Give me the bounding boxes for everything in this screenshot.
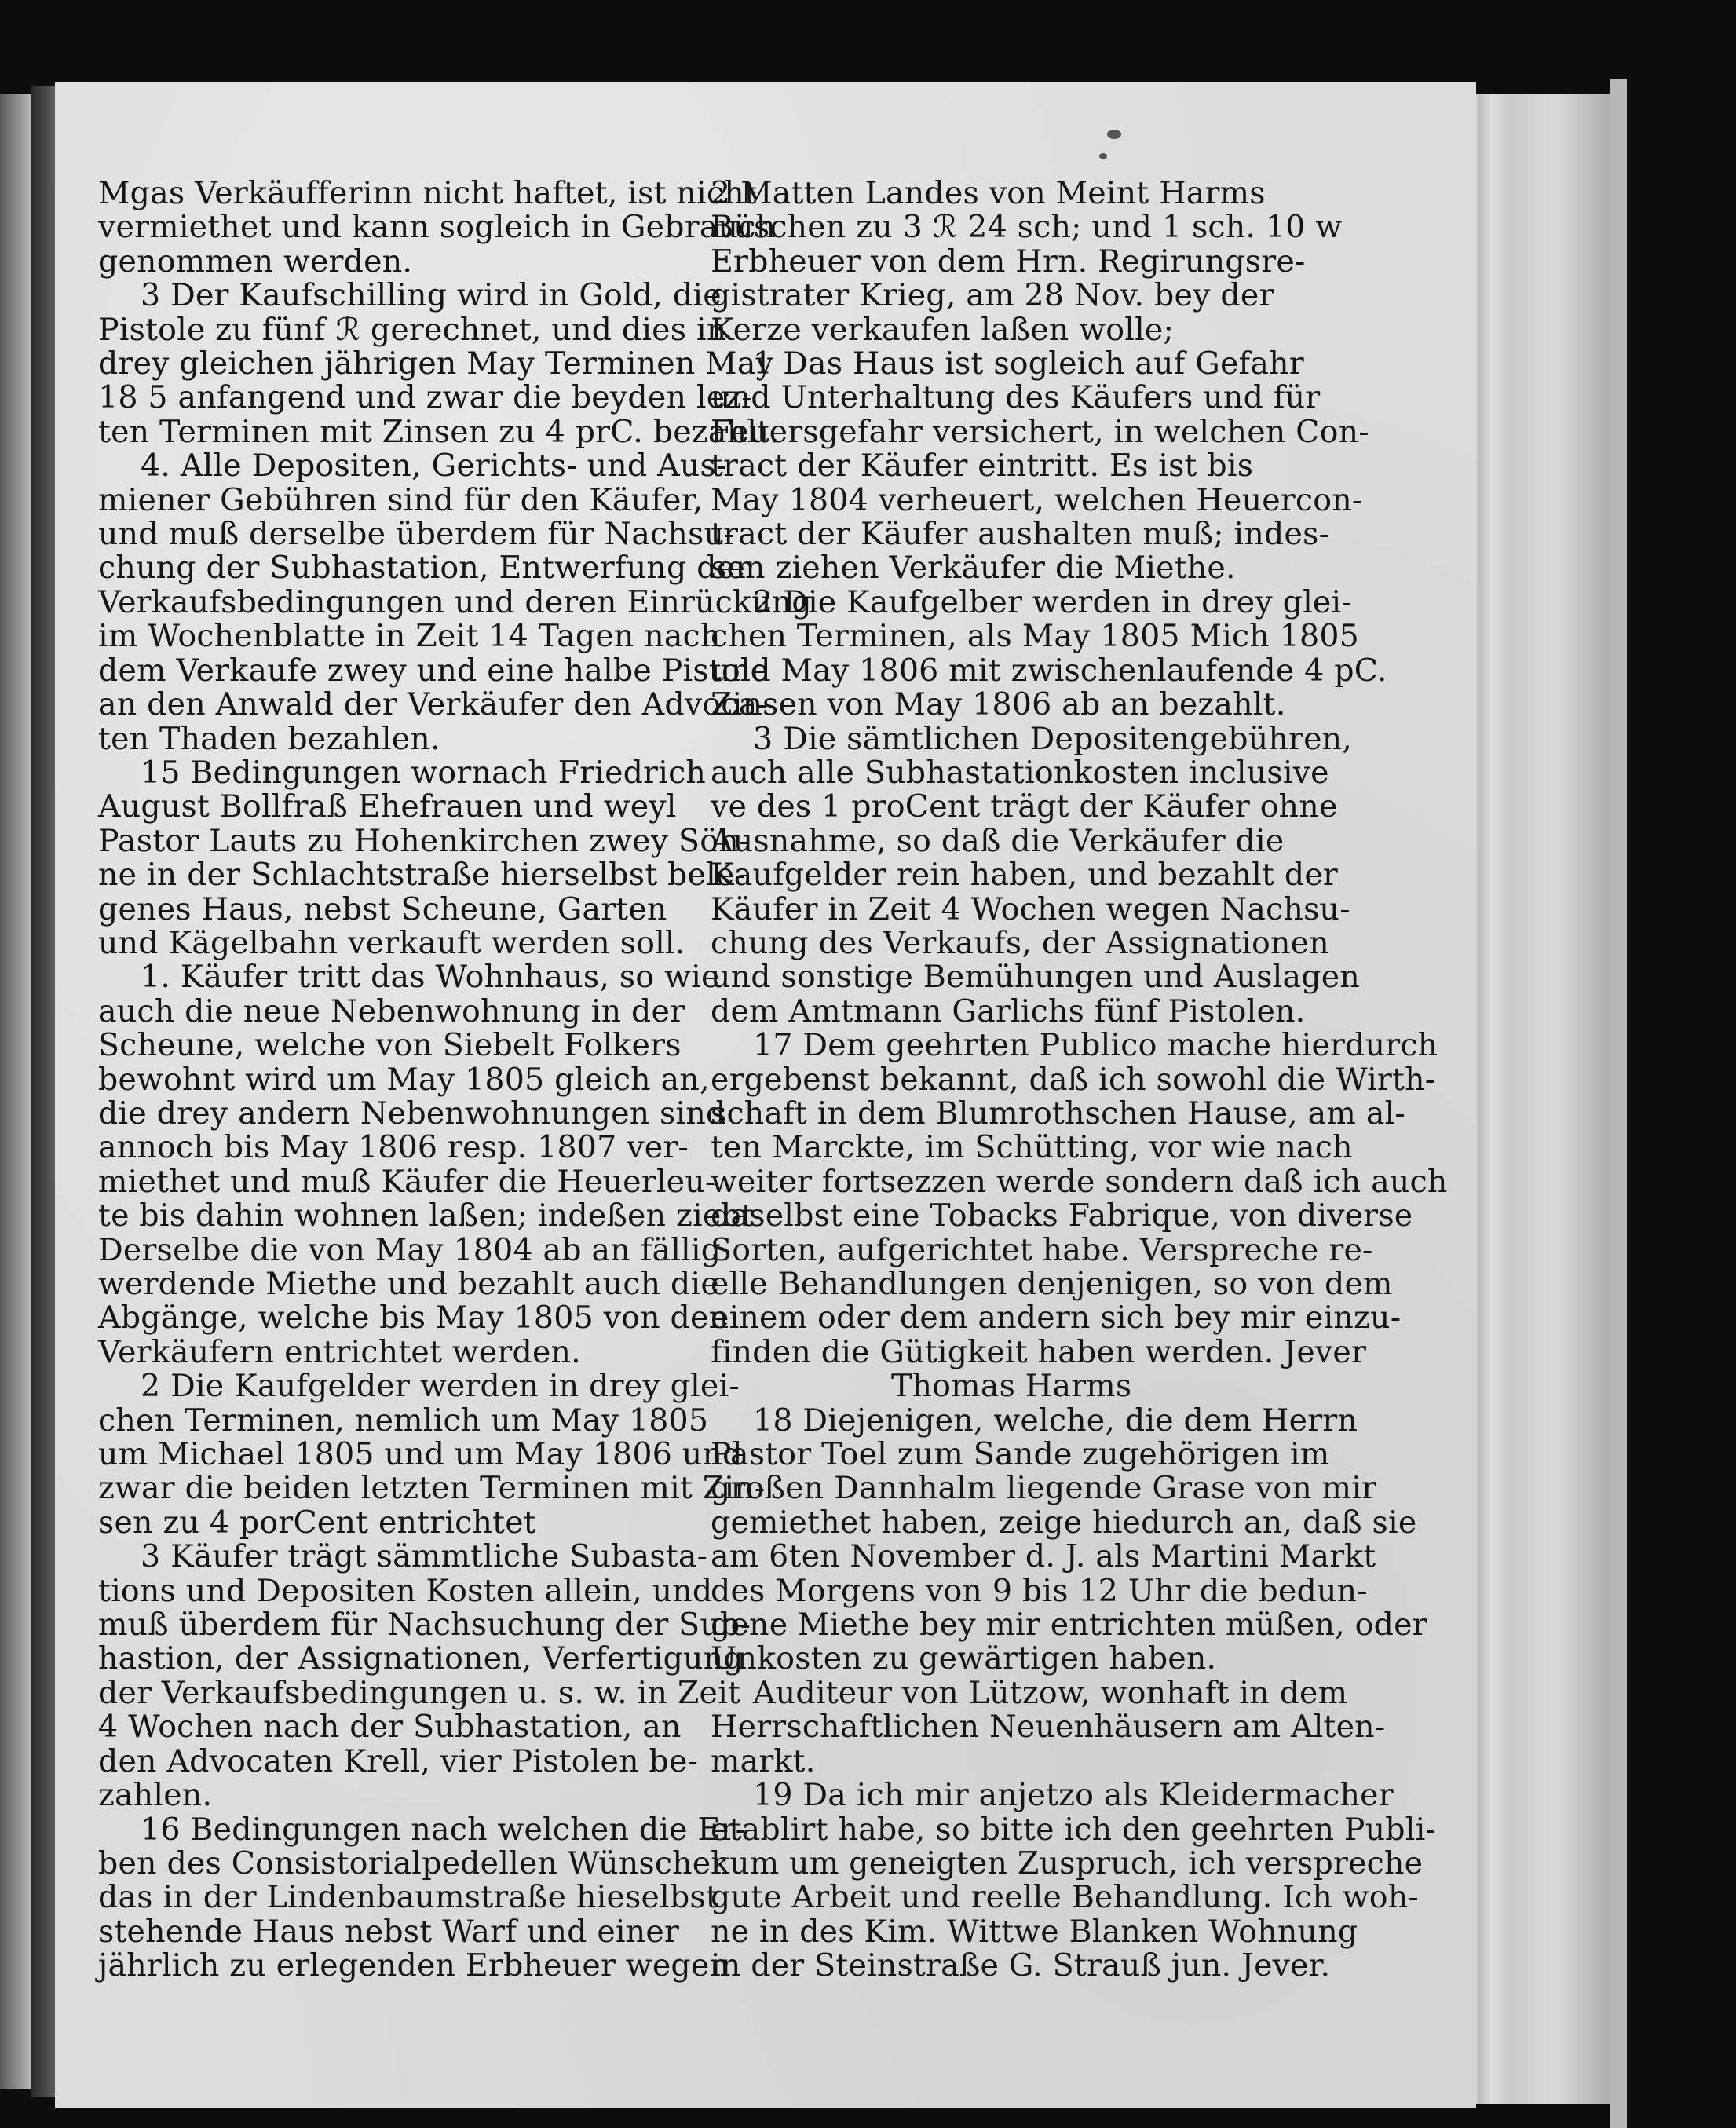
book-cover-edge: [1610, 79, 1627, 2128]
text-line: 4. Alle Depositen, Gerichts- und Aus-: [141, 448, 727, 484]
paper-speck: [1099, 153, 1107, 159]
text-line: Scheune, welche von Siebelt Folkers: [98, 1027, 682, 1064]
text-line: Feuersgefahr versichert, in welchen Con-: [711, 413, 1369, 450]
text-line: Kaufgelder rein haben, und bezahlt der: [711, 857, 1338, 894]
text-line: den Advocaten Krell, vier Pistolen be-: [98, 1742, 699, 1779]
text-line: im Wochenblatte in Zeit 14 Tagen nach: [98, 618, 721, 655]
text-line: und sonstige Bemühungen und Auslagen: [711, 959, 1360, 996]
text-line: und Kägelbahn verkauft werden soll.: [98, 924, 685, 961]
text-line: Verkäufern entrichtet werden.: [98, 1333, 581, 1370]
text-line: des Morgens von 9 bis 12 Uhr die bedun-: [711, 1572, 1368, 1609]
text-line: ergebenst bekannt, daß ich sowohl die Wirth-: [711, 1061, 1436, 1098]
text-line: drey gleichen jährigen May Terminen May: [98, 346, 774, 382]
text-line: ne in der Schlachtstraße hierselbst bele-: [98, 857, 746, 894]
text-line: einem oder dem andern sich bey mir einzu-: [711, 1300, 1402, 1336]
text-line: an den Anwald der Verkäufer den Advoca-: [98, 686, 768, 723]
text-line: finden die Gütigkeit haben werden. Jever: [711, 1333, 1367, 1370]
text-line: chung der Subhastation, Entwerfung der: [98, 550, 751, 587]
text-line: weiter fortsezzen werde sondern daß ich auch: [711, 1163, 1448, 1200]
text-line: um Michael 1805 und um May 1806 und: [98, 1436, 743, 1473]
text-line: daselbst eine Tobacks Fabrique, von diverse: [711, 1197, 1413, 1234]
text-line: ten Thaden bezahlen.: [98, 720, 440, 757]
text-line: te bis dahin wohnen laßen; indeßen ziebt: [98, 1197, 755, 1234]
text-line: dem Amtmann Garlichs fünf Pistolen.: [711, 993, 1306, 1029]
text-line: ten Terminen mit Zinsen zu 4 prC. bezahlt.: [98, 413, 780, 450]
text-line: Verkaufsbedingungen und deren Einrückung: [98, 583, 812, 620]
text-line: auch die neue Nebenwohnung in der: [98, 993, 685, 1029]
text-line: chen Terminen, nemlich um May 1805: [98, 1402, 709, 1439]
text-line: großen Dannhalm liegende Grase von mir: [711, 1470, 1377, 1507]
text-line: zahlen.: [98, 1777, 213, 1814]
text-line: gemiethet haben, zeige hiedurch an, daß sie: [711, 1504, 1417, 1541]
text-line: 16 Bedingungen nach welchen die Er-: [141, 1811, 747, 1848]
text-line: 19 Da ich mir anjetzo als Kleidermacher: [753, 1777, 1394, 1814]
text-line: 2 Die Kaufgelder werden in drey glei-: [141, 1368, 740, 1405]
text-line: vermiethet und kann sogleich in Gebrauch: [98, 209, 777, 246]
text-line: der Verkaufsbedingungen u. s. w. in Zeit: [98, 1674, 741, 1711]
text-line: miethet und muß Käufer die Heuerleu-: [98, 1163, 716, 1200]
text-line: hastion, der Assignationen, Verfertigung: [98, 1640, 744, 1677]
text-line: genommen werden.: [98, 243, 413, 280]
text-line: schaft in dem Blumrothschen Hause, am al-: [711, 1095, 1405, 1132]
text-line: Unkosten zu gewärtigen haben.: [711, 1640, 1217, 1677]
text-line: dem Verkaufe zwey und eine halbe Pistole: [98, 652, 769, 689]
text-line: muß überdem für Nachsuchung der Sub-: [98, 1607, 751, 1644]
text-line: und Unterhaltung des Käufers und für: [711, 379, 1321, 416]
text-line: gene Miethe bey mir entrichten müßen, oder: [711, 1607, 1427, 1644]
text-line: Thomas Harms: [891, 1368, 1132, 1405]
text-line: May 1804 verheuert, welchen Heuercon-: [711, 481, 1363, 518]
text-line: Erbheuer von dem Hrn. Regirungsre-: [711, 243, 1306, 280]
text-line: kum um geneigten Zuspruch, ich verspreche: [711, 1845, 1424, 1881]
text-line: 2 Die Kaufgelber werden in drey glei-: [753, 583, 1352, 620]
text-line: gistrater Krieg, am 28 Nov. bey der: [711, 277, 1274, 314]
text-line: werdende Miethe und bezahlt auch die: [98, 1266, 719, 1302]
text-line: ten Marckte, im Schütting, vor wie nach: [711, 1129, 1353, 1166]
text-line: sen zu 4 porCent entrichtet: [98, 1504, 536, 1541]
text-line: am 6ten November d. J. als Martini Markt: [711, 1538, 1376, 1575]
text-line: und muß derselbe überdem für Nachsu-: [98, 516, 735, 553]
text-line: Mgas Verkäufferinn nicht haftet, ist nicht: [98, 175, 757, 211]
text-line: Pastor Toel zum Sande zugehörigen im: [711, 1436, 1330, 1473]
text-line: genes Haus, nebst Scheune, Garten: [98, 890, 667, 927]
text-line: 18 5 anfangend und zwar die beyden lez-: [98, 379, 752, 416]
text-line: Derselbe die von May 1804 ab an fällig: [98, 1231, 722, 1268]
text-line: 15 Bedingungen wornach Friedrich: [141, 754, 707, 791]
text-line: Zinsen von May 1806 ab an bezahlt.: [711, 686, 1286, 723]
text-line: und May 1806 mit zwischenlaufende 4 pC.: [711, 652, 1387, 689]
text-line: Pastor Lauts zu Hohenkirchen zwey Söh-: [98, 822, 750, 859]
text-line: Käufer in Zeit 4 Wochen wegen Nachsu-: [711, 890, 1350, 927]
text-line: Sorten, aufgerichtet habe. Verspreche re-: [711, 1231, 1373, 1268]
text-line: 3 Käufer trägt sämmtliche Subasta-: [141, 1538, 708, 1575]
text-line: 17 Dem geehrten Publico mache hierdurch: [753, 1027, 1438, 1064]
text-line: in der Steinstraße G. Strauß jun. Jever.: [711, 1947, 1331, 1984]
text-line: stehende Haus nebst Warf und einer: [98, 1913, 680, 1950]
text-line: bewohnt wird um May 1805 gleich an,: [98, 1061, 710, 1098]
paper-speck: [1107, 130, 1121, 139]
text-line: 3 Der Kaufschilling wird in Gold, die: [141, 277, 722, 314]
text-line: 18 Diejenigen, welche, die dem Herrn: [753, 1402, 1358, 1439]
text-line: die drey andern Nebenwohnungen sind: [98, 1095, 726, 1132]
text-line: auch alle Subhastationkosten inclusive: [711, 754, 1329, 791]
text-line: tract der Käufer aushalten muß; indes-: [711, 516, 1330, 553]
text-line: das in der Lindenbaumstraße hieselbst: [98, 1879, 718, 1916]
right-column: [711, 175, 1448, 1984]
text-line: tions und Depositen Kosten allein, und: [98, 1572, 713, 1609]
text-line: jährlich zu erlegenden Erbheuer wegen: [98, 1947, 730, 1984]
text-line: zwar die beiden letzten Terminen mit Zin-: [98, 1470, 766, 1507]
text-line: August Bollfraß Ehefrauen und weyl: [98, 788, 677, 825]
text-line: ben des Consistorialpedellen Wünscher: [98, 1845, 726, 1881]
text-line: miener Gebühren sind für den Käufer,: [98, 481, 704, 518]
text-line: Abgänge, welche bis May 1805 von den: [98, 1300, 729, 1336]
text-line: Ausnahme, so daß die Verkäufer die: [711, 822, 1285, 859]
text-line: Kerze verkaufen laßen wolle;: [711, 311, 1175, 348]
text-line: Herrschaftlichen Neuenhäusern am Alten-: [711, 1709, 1386, 1746]
page-stack-edge: [1460, 94, 1617, 2104]
text-line: 1. Käufer tritt das Wohnhaus, so wie: [141, 959, 720, 996]
text-line: sen ziehen Verkäufer die Miethe.: [711, 550, 1236, 587]
text-line: elle Behandlungen denjenigen, so von dem: [711, 1266, 1393, 1302]
text-line: ne in des Kim. Wittwe Blanken Wohnung: [711, 1913, 1358, 1950]
text-line: gute Arbeit und reelle Behandlung. Ich woh-: [711, 1879, 1419, 1916]
text-line: chen Terminen, als May 1805 Mich 1805: [711, 618, 1360, 655]
text-line: tract der Käufer eintritt. Es ist bis: [711, 448, 1254, 484]
text-line: 4 Wochen nach der Subhastation, an: [98, 1709, 682, 1746]
text-line: 1 Das Haus ist sogleich auf Gefahr: [753, 346, 1304, 382]
text-line: Pistole zu fünf ℛ gerechnet, und dies in: [98, 311, 727, 348]
text-line: markt.: [711, 1742, 816, 1779]
text-line: 3 Die sämtlichen Depositengebühren,: [753, 720, 1353, 757]
text-line: chung des Verkaufs, der Assignationen: [711, 924, 1329, 961]
text-line: Büschen zu 3 ℛ 24 sch; und 1 sch. 10 w: [711, 209, 1343, 246]
text-line: etablirt habe, so bitte ich den geehrten Publi-: [711, 1811, 1436, 1848]
text-line: Auditeur von Lützow, wonhaft in dem: [753, 1674, 1348, 1711]
text-line: 2 Matten Landes von Meint Harms: [711, 175, 1266, 211]
text-line: ve des 1 proCent trägt der Käufer ohne: [711, 788, 1338, 825]
text-line: annoch bis May 1806 resp. 1807 ver-: [98, 1129, 689, 1166]
